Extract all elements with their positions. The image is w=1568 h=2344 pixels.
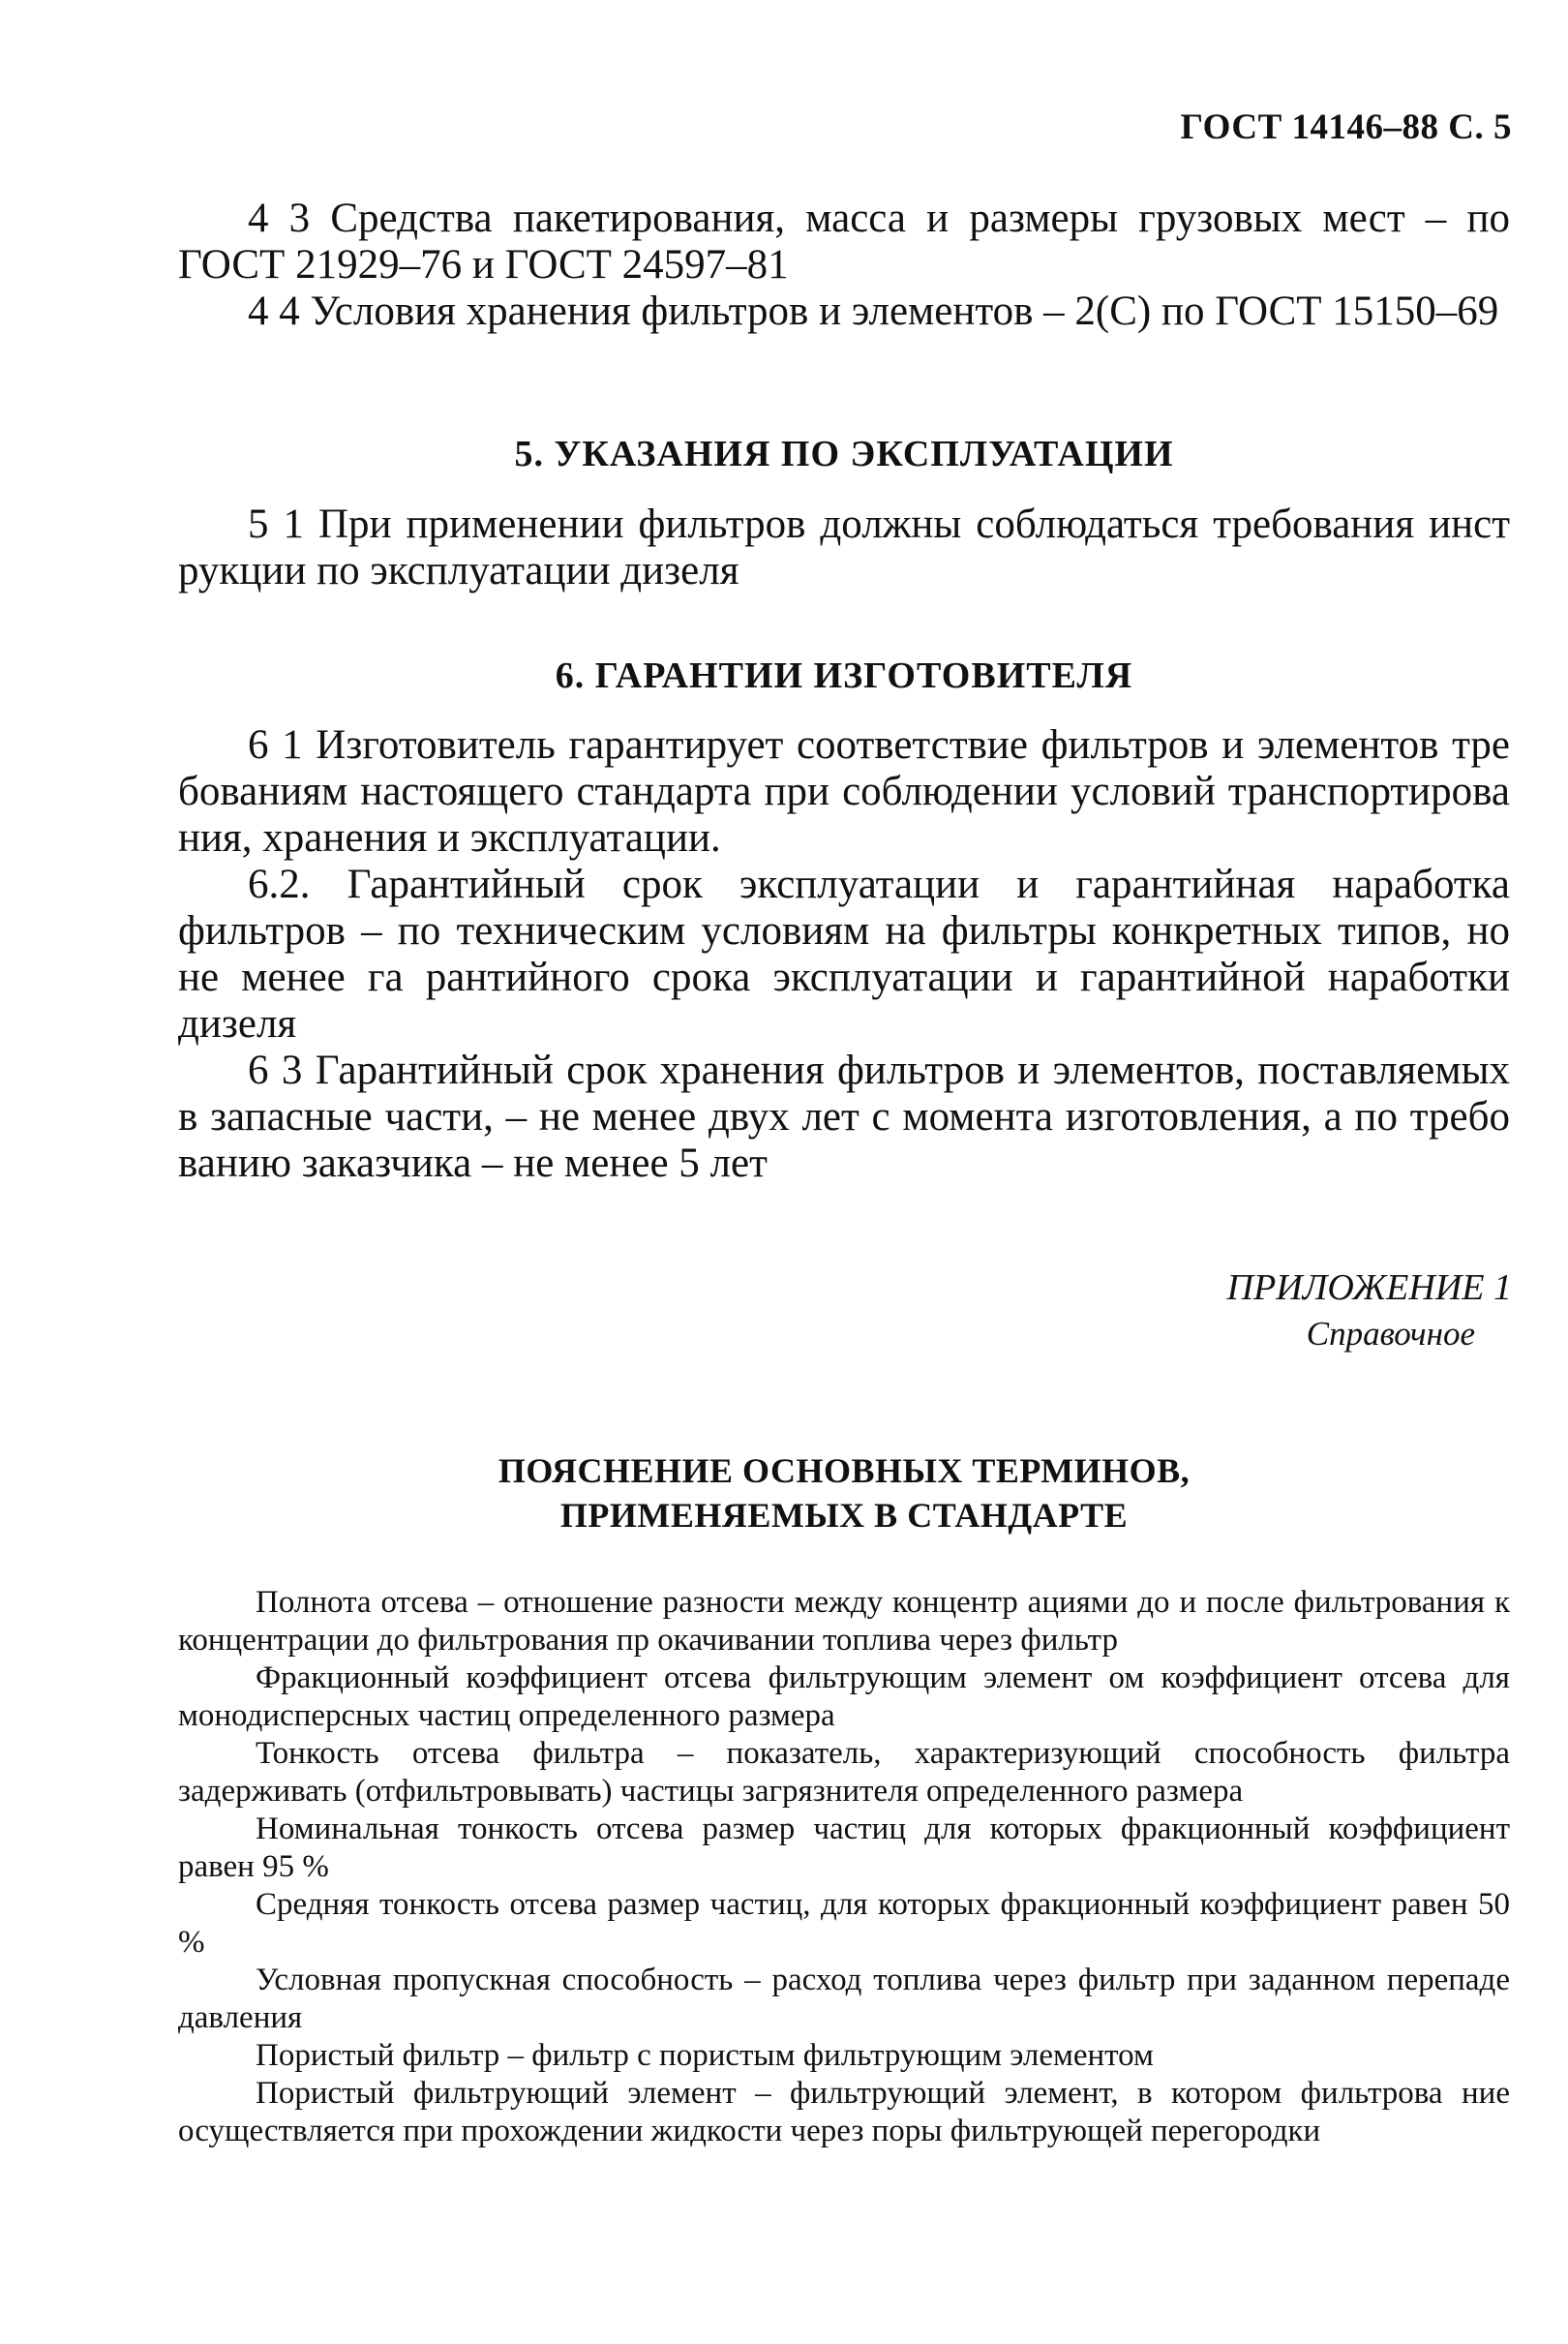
term-item: Тонкость отсева фильтра – показатель, характеризующий способность фильтра задерживать (отфильтровывать) частицы загрязнителя определенного размера: [178, 1736, 1510, 1809]
term-item: Условная пропускная способность – расход топлива через фильтр при заданном перепаде давления: [178, 1963, 1510, 2035]
appendix-label: ПРИЛОЖЕНИЕ 1: [1226, 1267, 1512, 1308]
appendix-title: [178, 1448, 1510, 1537]
term-item: Фракционный коэффициент отсева фильтрующим элемент ом коэффициент отсева для монодисперсных частиц определенного размера: [178, 1660, 1510, 1733]
term-item: Средняя тонкость отсева размер частиц, для которых фракционный коэффициент равен 50 %: [178, 1887, 1510, 1960]
appendix-title-line1: ПОЯСНЕНИЕ ОСНОВНЫХ ТЕРМИНОВ,: [498, 1451, 1191, 1490]
paragraph-6-3: 6 3 Гарантийный срок хранения фильтров и элементов, поставляемых в запасные части, – не менее двух лет с момента изготовления, а по требо ванию заказчика – не менее 5 лет: [178, 1048, 1510, 1186]
section-6-heading: 6. ГАРАНТИИ ИЗГОТОВИТЕЛЯ: [555, 655, 1133, 696]
term-item: Полнота отсева – отношение разности между концентр ациями до и после фильтрования к концентрации до фильтрования пр окачивании топлива через фильтр: [178, 1585, 1510, 1658]
appendix-title-line2: ПРИМЕНЯЕМЫХ В СТАНДАРТЕ: [559, 1496, 1129, 1535]
term-item: Пористый фильтрующий элемент – фильтрующий элемент, в котором фильтрова ние осуществляется при прохождении жидкости через поры фильтрующей перегородки: [178, 2076, 1510, 2148]
section-4-continued: [178, 196, 1510, 335]
paragraph-6-1: 6 1 Изготовитель гарантирует соответствие фильтров и элементов тре бованиям настоящего стандарта при соблюдении условий транспортирова ния, хранения и эксплуатации.: [178, 722, 1510, 861]
appendix-type: Справочное: [1306, 1315, 1475, 1353]
page-header: ГОСТ 14146–88 С. 5: [1180, 107, 1512, 147]
section-6-body: [178, 722, 1510, 1187]
term-item: Пористый фильтр – фильтр с пористым фильтрующим элементом: [256, 2038, 1154, 2073]
section-6-heading-wrap: [178, 654, 1510, 697]
term-item: Номинальная тонкость отсева размер частиц для которых фракционный коэффициент равен 95 %: [178, 1811, 1510, 1884]
section-5-heading: 5. УКАЗАНИЯ ПО ЭКСПЛУАТАЦИИ: [514, 434, 1174, 474]
section-5-body: [178, 502, 1510, 594]
terms-list: [178, 1584, 1510, 2150]
paragraph-4-3: 4 3 Средства пакетирования, масса и размеры грузовых мест – по ГОСТ 21929–76 и ГОСТ 24597–81: [178, 196, 1510, 288]
paragraph-6-2: 6.2. Гарантийный срок эксплуатации и гарантийная наработка фильтров – по техническим условиям на фильтры конкретных типов, но не менее га рантийного срока эксплуатации и гарантийной наработки дизеля: [178, 862, 1510, 1047]
paragraph-4-4: 4 4 Условия хранения фильтров и элементов – 2(С) по ГОСТ 15150–69: [248, 289, 1499, 334]
paragraph-5-1: 5 1 При применении фильтров должны соблюдаться требования инст рукции по эксплуатации дизеля: [178, 502, 1510, 594]
section-5-heading-wrap: [178, 433, 1510, 475]
